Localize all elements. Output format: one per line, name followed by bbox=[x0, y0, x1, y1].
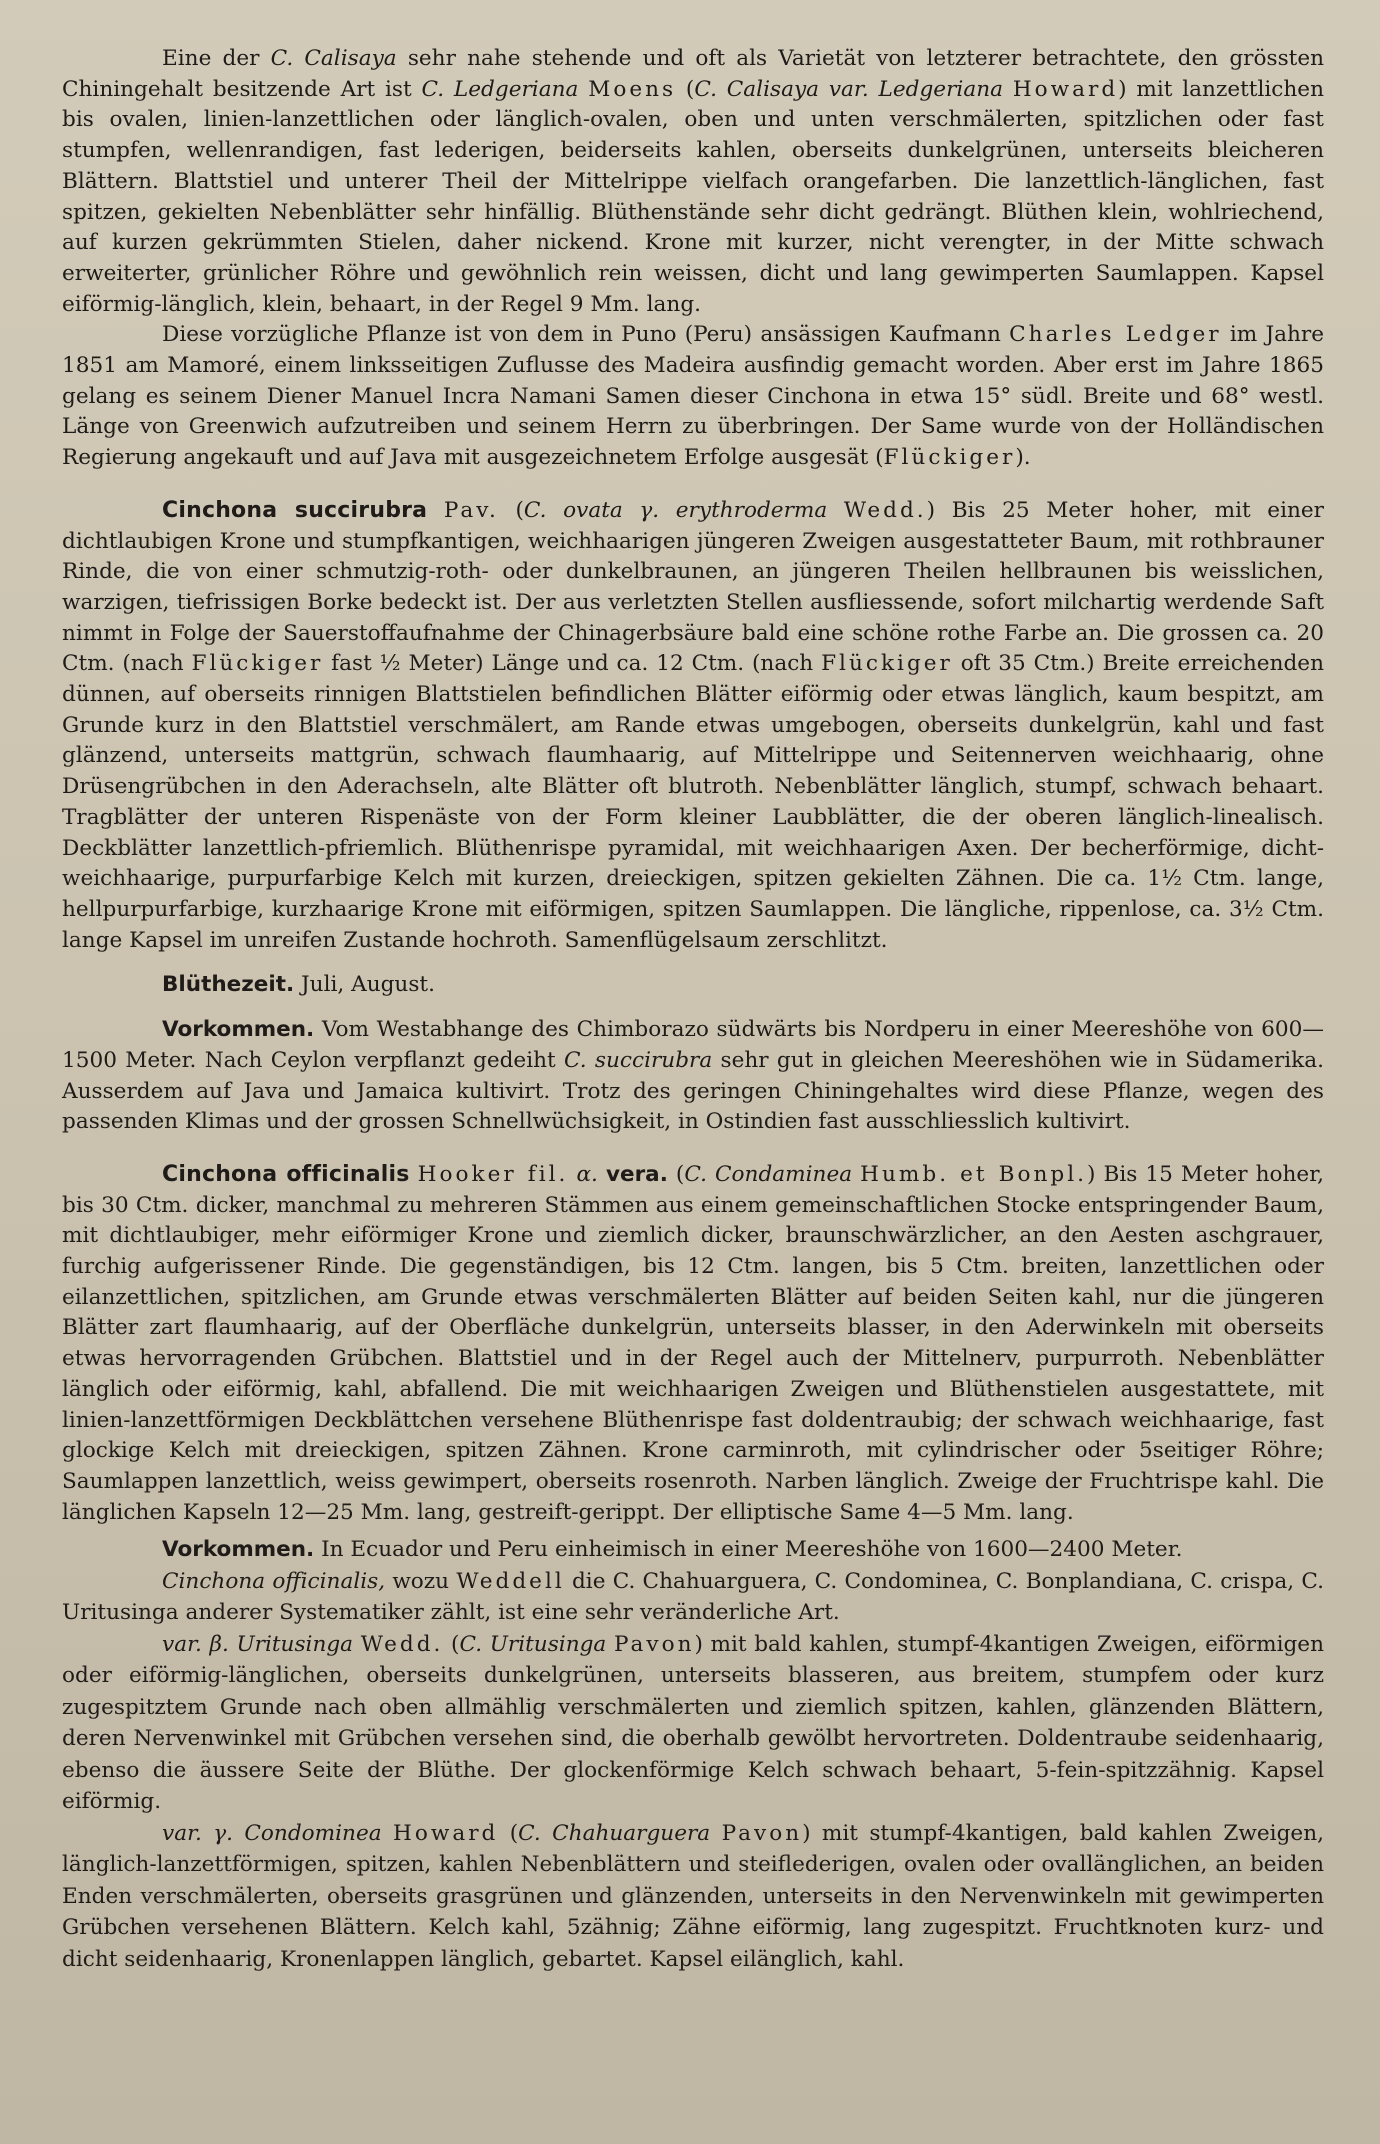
variety-name: vera. bbox=[605, 1161, 668, 1187]
species-name: C. Condaminea bbox=[684, 1161, 853, 1187]
species-name: C. ovata γ. erythroderma bbox=[523, 497, 828, 523]
section-label: Vorkommen. bbox=[162, 1537, 315, 1563]
officinalis-vorkommen: Vorkommen. In Ecuador und Peru einheimisch in einer Meereshöhe von 1600—2400 Meter. bbox=[162, 1537, 1183, 1563]
succirubra-description: Cinchona succirubra Pav. (C. ovata γ. erythroderma Wedd.) Bis 25 Meter hoher, mit einer dichtlaubigen Krone und stumpfkantigen, weichhaarigen jüngeren Zweigen ausgestatteter Baum, mit rothbrauner Rinde, die von einer schmutzig-roth- oder dunkelbraunen, an jüngeren Theilen hellbraunen bis weisslichen, warzigen, tiefrissigen Borke bedeckt ist. Der aus verletzten Stellen ausfliessende, sofort milchartig werdende Saft nimmt in Folge der Sauerstoffaufnahme der Chinagerbsäure bald eine schöne rothe Farbe an. Die grossen ca. 20 Ctm. (nach Flückiger fast ½ Meter) Länge und ca. 12 Ctm. (nach Flückiger oft 35 Ctm.) Breite erreichenden dünnen, auf oberseits rinnigen Blattstielen befindlichen Blätter eiförmig oder etwas länglich, kaum bespitzt, am Grunde kurz in den Blattstiel verschmälert, am Rande etwas umgebogen, oberseits dunkelgrün, kahl und fast glänzend, unterseits mattgrün, schwach flaumhaarig, auf Mittelrippe und Seitennerven weichhaarig, ohne Drüsengrübchen in den Aderachseln, alte Blätter oft blutroth. Nebenblätter länglich, stumpf, schwach behaart. Tragblätter der unteren Rispenäste von der Form kleiner Laubblätter, die der oberen länglich-linealisch. Deckblätter lanzettlich-pfriemlich. Blüthenrispe pyramidal, mit weichhaarigen Axen. Der becherförmige, dicht-weichhaarige, purpurfarbige Kelch mit kurzen, dreieckigen, spitzen gekielten Zähnen. Die ca. 1½ Ctm. lange, hellpurpurfarbige, kurzhaarige Krone mit eiförmigen, spitzen Saumlappen. Die längliche, rippenlose, ca. 3½ Ctm. lange Kapsel im unreifen Zustande hochroth. Samenflügelsaum zerschlitzt. bbox=[62, 497, 1324, 953]
author-name: Pavon bbox=[613, 1631, 695, 1657]
species-name: C. succirubra bbox=[563, 1047, 713, 1073]
author-name: Charles Ledger bbox=[1009, 322, 1222, 348]
ledger-history-paragraph: Diese vorzügliche Pflanze ist von dem in Puno (Peru) ansässigen Kaufmann Charles Ledger im Jahre 1851 am Mamoré, einem linksseitigen Zuflusse des Madeira ausfindig gemacht worden. Aber erst im Jahre 1865 gelang es seinem Diener Manuel Incra Namani Samen dieser Cinchona in etwa 15° südl. Breite und 68° westl. Länge von Greenwich aufzutreiben und seinem Herrn zu überbringen. Der Same wurde von der Holländischen Regierung angekauft und auf Java mit ausgezeichnetem Erfolge ausgesät (Flückiger). bbox=[62, 322, 1324, 471]
species-name: C. Uritusinga bbox=[459, 1631, 607, 1657]
variety-marker: α. bbox=[576, 1161, 598, 1187]
officinalis-note: Cinchona officinalis, wozu Weddell die C. Chahuarguera, C. Condominea, C. Bonplandiana, C. crispa, C. Uritusinga anderer Systematiker zählt, ist eine sehr veränderliche Art. bbox=[62, 1568, 1324, 1626]
species-heading: Cinchona officinalis bbox=[162, 1161, 410, 1187]
section-label: Vorkommen. bbox=[162, 1017, 315, 1043]
author-name: Hooker fil. bbox=[417, 1161, 569, 1187]
species-heading: Cinchona succirubra bbox=[162, 497, 428, 523]
variety-name: var. β. Uritusinga bbox=[162, 1631, 354, 1657]
author-name: Humb. et Bonpl. bbox=[860, 1161, 1087, 1187]
species-name: C. Calisaya var. Ledgeriana bbox=[694, 76, 1003, 102]
author-name: Pavon bbox=[721, 1820, 803, 1846]
author-name: Flückiger bbox=[821, 651, 953, 677]
author-name: Weddell bbox=[456, 1568, 565, 1594]
author-name: Moens bbox=[588, 76, 677, 102]
var-gamma-paragraph: var. γ. Condominea Howard (C. Chahuarguera Pavon) mit stumpf-4kantigen, bald kahlen Zweigen, länglich-lanzettförmigen, spitzen, kahlen Nebenblättern und steiflederigen, ovalen oder ovallänglichen, an beiden Enden verschmälerten, oberseits grasgrünen und glänzenden, unterseits in den Nervenwinkeln mit gewimperten Grübchen versehenen Blättern. Kelch kahl, 5zähnig; Zähne eiförmig, lang zugespitzt. Fruchtknoten kurz- und dicht seidenhaarig, Kronenlappen länglich, gebartet. Kapsel eilänglich, kahl. bbox=[62, 1820, 1324, 1972]
author-name: Howard bbox=[393, 1820, 499, 1846]
succirubra-bluethezeit: Blüthezeit. Juli, August. bbox=[162, 972, 435, 998]
officinalis-description: Cinchona officinalis Hooker fil. α. vera. (C. Condaminea Humb. et Bonpl.) Bis 15 Meter hoher, bis 30 Ctm. dicker, manchmal zu mehreren Stämmen aus einem gemeinschaftlichen Stocke entspringender Baum, mit dichtlaubiger, mehr eiförmiger Krone und ziemlich dicker, braunschwärzlicher, an den Aesten aschgrauer, furchig aufgerissener Rinde. Die gegenständigen, bis 12 Ctm. langen, bis 5 Ctm. breiten, lanzettlichen oder eilanzettlichen, spitzlichen, am Grunde etwas verschmälerten Blätter auf beiden Seiten kahl, nur die jüngeren Blätter zart flaumhaarig, auf der Oberfläche dunkelgrün, unterseits blasser, in den Aderwinkeln mit oberseits etwas hervorragenden Grübchen. Blattstiel und in der Regel auch der Mittelnerv, purpurroth. Nebenblätter länglich oder eiförmig, kahl, abfallend. Die mit weichhaarigen Zweigen und Blüthenstielen ausgestattete, mit linien-lanzettförmigen Deckblättchen versehene Blüthenrispe fast doldentraubig; der schwach weichhaarige, fast glockige Kelch mit dreieckigen, spitzen Zähnen. Krone carminroth, mit cylindrischer oder 5seitiger Röhre; Saumlappen lanzettlich, weiss gewimpert, oberseits rosenroth. Narben länglich. Zweige der Fruchtrispe kahl. Die länglichen Kapseln 12—25 Mm. lang, gestreift-gerippt. Der elliptische Same 4—5 Mm. lang. bbox=[62, 1161, 1325, 1525]
section-label: Blüthezeit. bbox=[162, 972, 295, 998]
officinalis-tail bbox=[62, 1534, 1324, 1975]
succirubra-vorkommen: Vorkommen. Vom Westabhange des Chimborazo südwärts bis Nordperu in einer Meereshöhe von 600—1500 Meter. Nach Ceylon verpflanzt gedeiht C. succirubra sehr gut in gleichen Meereshöhen wie in Südamerika. Ausserdem auf Java und Jamaica kultivirt. Trotz des geringen Chiningehaltes wird diese Pflanze, wegen des passenden Klimas und der grossen Schnellwüchsigkeit, in Ostindien fast ausschliesslich kultivirt. bbox=[62, 1017, 1324, 1135]
author-name: Howard bbox=[1012, 76, 1119, 102]
author-name: Flückiger bbox=[191, 651, 324, 677]
species-name: C. Chahuarguera bbox=[518, 1820, 711, 1846]
author-name: Wedd. bbox=[843, 497, 927, 523]
ledgeriana-paragraph: Eine der C. Calisaya sehr nahe stehende und oft als Varietät von letzterer betrachtete, den grössten Chiningehalt besitzende Art ist C. Ledgeriana Moens (C. Calisaya var. Ledgeriana Howard) mit lanzettlichen bis ovalen, linien-lanzettlichen oder länglich-ovalen, oben und unten verschmälerten, spitzlichen oder fast stumpfen, wellenrandigen, fast lederigen, beiderseits kahlen, oberseits dunkelgrünen, unterseits bleicheren Blättern. Blattstiel und unterer Theil der Mittelrippe vielfach orangefarben. Die lanzettlich-länglichen, fast spitzen, gekielten Nebenblätter sehr hinfällig. Blüthenstände sehr dicht gedrängt. Blüthen klein, wohlriechend, auf kurzen gekrümmten Stielen, daher nickend. Krone mit kurzer, nicht verengter, in der Mitte schwach erweiterter, grünlicher Röhre und gewöhnlich rein weissen, dicht und lang gewimperten Saumlappen. Kapsel eiförmig-länglich, klein, behaart, in der Regel 9 Mm. lang. bbox=[62, 46, 1325, 317]
author-name: Pav. bbox=[443, 497, 499, 523]
species-name: C. Ledgeriana bbox=[421, 76, 579, 102]
species-name: Cinchona officinalis, bbox=[162, 1568, 386, 1594]
var-beta-paragraph: var. β. Uritusinga Wedd. (C. Uritusinga Pavon) mit bald kahlen, stumpf-4kantigen Zweigen, eiförmigen oder eiförmig-länglichen, oberseits dunkelgrünen, unterseits blasseren, aus breitem, stumpfem oder kurz zugespitztem Grunde nach oben allmählig verschmälerten und ziemlich spitzen, kahlen, glänzenden Blättern, deren Nervenwinkel mit Grübchen versehen sind, die oberhalb gewölbt hervortreten. Doldentraube seidenhaarig, ebenso die äussere Seite der Blüthe. Der glockenförmige Kelch schwach behaart, 5-fein-spitzzähnig. Kapsel eiförmig. bbox=[62, 1631, 1324, 1815]
author-name: Wedd. bbox=[360, 1631, 444, 1657]
species-name: C. Calisaya bbox=[270, 46, 397, 71]
variety-name: var. γ. Condominea bbox=[162, 1820, 382, 1846]
author-name: Flückiger bbox=[883, 445, 1016, 471]
